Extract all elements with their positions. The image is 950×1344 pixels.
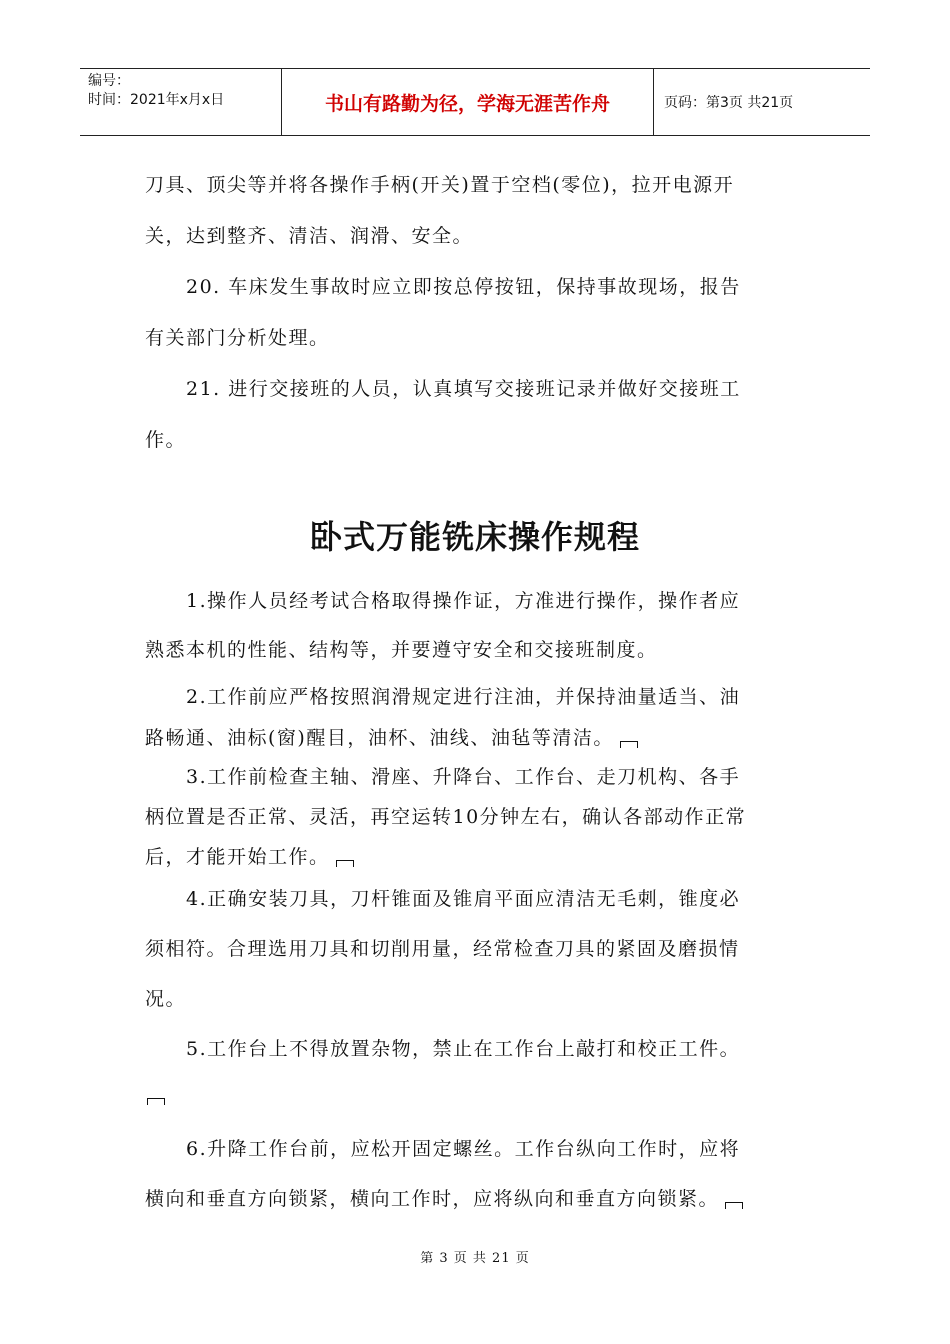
text-line: 况。 bbox=[145, 988, 187, 1010]
text-line: 有关部门分析处理。 bbox=[145, 327, 330, 349]
text-line: 4.正确安装刀具，刀杆锥面及锥肩平面应清洁无毛刺，锥度必 bbox=[145, 888, 741, 910]
paragraph-mark-icon bbox=[336, 860, 354, 867]
section-title: 卧式万能铣床操作规程 bbox=[309, 518, 640, 556]
text-line-with-mark bbox=[145, 723, 638, 750]
header-meta bbox=[80, 69, 282, 135]
text-segment: 后，才能开始工作。 bbox=[145, 846, 330, 868]
text-line: 5.工作台上不得放置杂物，禁止在工作台上敲打和校正工件。 bbox=[145, 1038, 741, 1060]
time-label: 时间：2021年x月x日 bbox=[88, 92, 225, 108]
text-line: 1.操作人员经考试合格取得操作证，方准进行操作，操作者应 bbox=[145, 590, 741, 612]
document-header bbox=[80, 68, 870, 136]
text-line: 柄位置是否正常、灵活，再空运转10分钟左右，确认各部动作正常 bbox=[145, 806, 747, 828]
paragraph-mark-icon bbox=[620, 741, 638, 748]
paragraph-mark-icon bbox=[147, 1098, 165, 1105]
page-footer: 第 3 页 共 21 页 bbox=[420, 1251, 530, 1266]
text-line: 关，达到整齐、清洁、润滑、安全。 bbox=[145, 225, 474, 247]
paragraph-mark-icon bbox=[725, 1202, 743, 1209]
text-line: 作。 bbox=[145, 429, 187, 451]
text-line: 6.升降工作台前，应松开固定螺丝。工作台纵向工作时，应将 bbox=[145, 1138, 741, 1160]
text-line: 刀具、顶尖等并将各操作手柄(开关)置于空档(零位)，拉开电源开 bbox=[145, 174, 735, 196]
number-label: 编号： bbox=[88, 73, 130, 89]
text-line: 3.工作前检查主轴、滑座、升降台、工作台、走刀机构、各手 bbox=[145, 766, 741, 788]
text-line: 2.工作前应严格按照润滑规定进行注油，并保持油量适当、油 bbox=[145, 686, 741, 708]
text-line: 21. 进行交接班的人员，认真填写交接班记录并做好交接班工 bbox=[145, 378, 741, 400]
text-line-with-mark bbox=[145, 842, 354, 869]
text-segment: 路畅通、油标(窗)醒目，油杯、油线、油毡等清洁。 bbox=[145, 727, 614, 749]
text-line-with-mark bbox=[145, 1184, 743, 1211]
header-page-info: 页码：第3页 共21页 bbox=[664, 95, 794, 111]
header-motto: 书山有路勤为径，学海无涯苦作舟 bbox=[282, 69, 654, 135]
text-line: 20. 车床发生事故时应立即按总停按钮，保持事故现场，报告 bbox=[145, 276, 741, 298]
text-segment: 横向和垂直方向锁紧，横向工作时，应将纵向和垂直方向锁紧。 bbox=[145, 1188, 720, 1210]
text-line: 须相符。合理选用刀具和切削用量，经常检查刀具的紧固及磨损情 bbox=[145, 938, 740, 960]
text-line: 熟悉本机的性能、结构等，并要遵守安全和交接班制度。 bbox=[145, 639, 658, 661]
